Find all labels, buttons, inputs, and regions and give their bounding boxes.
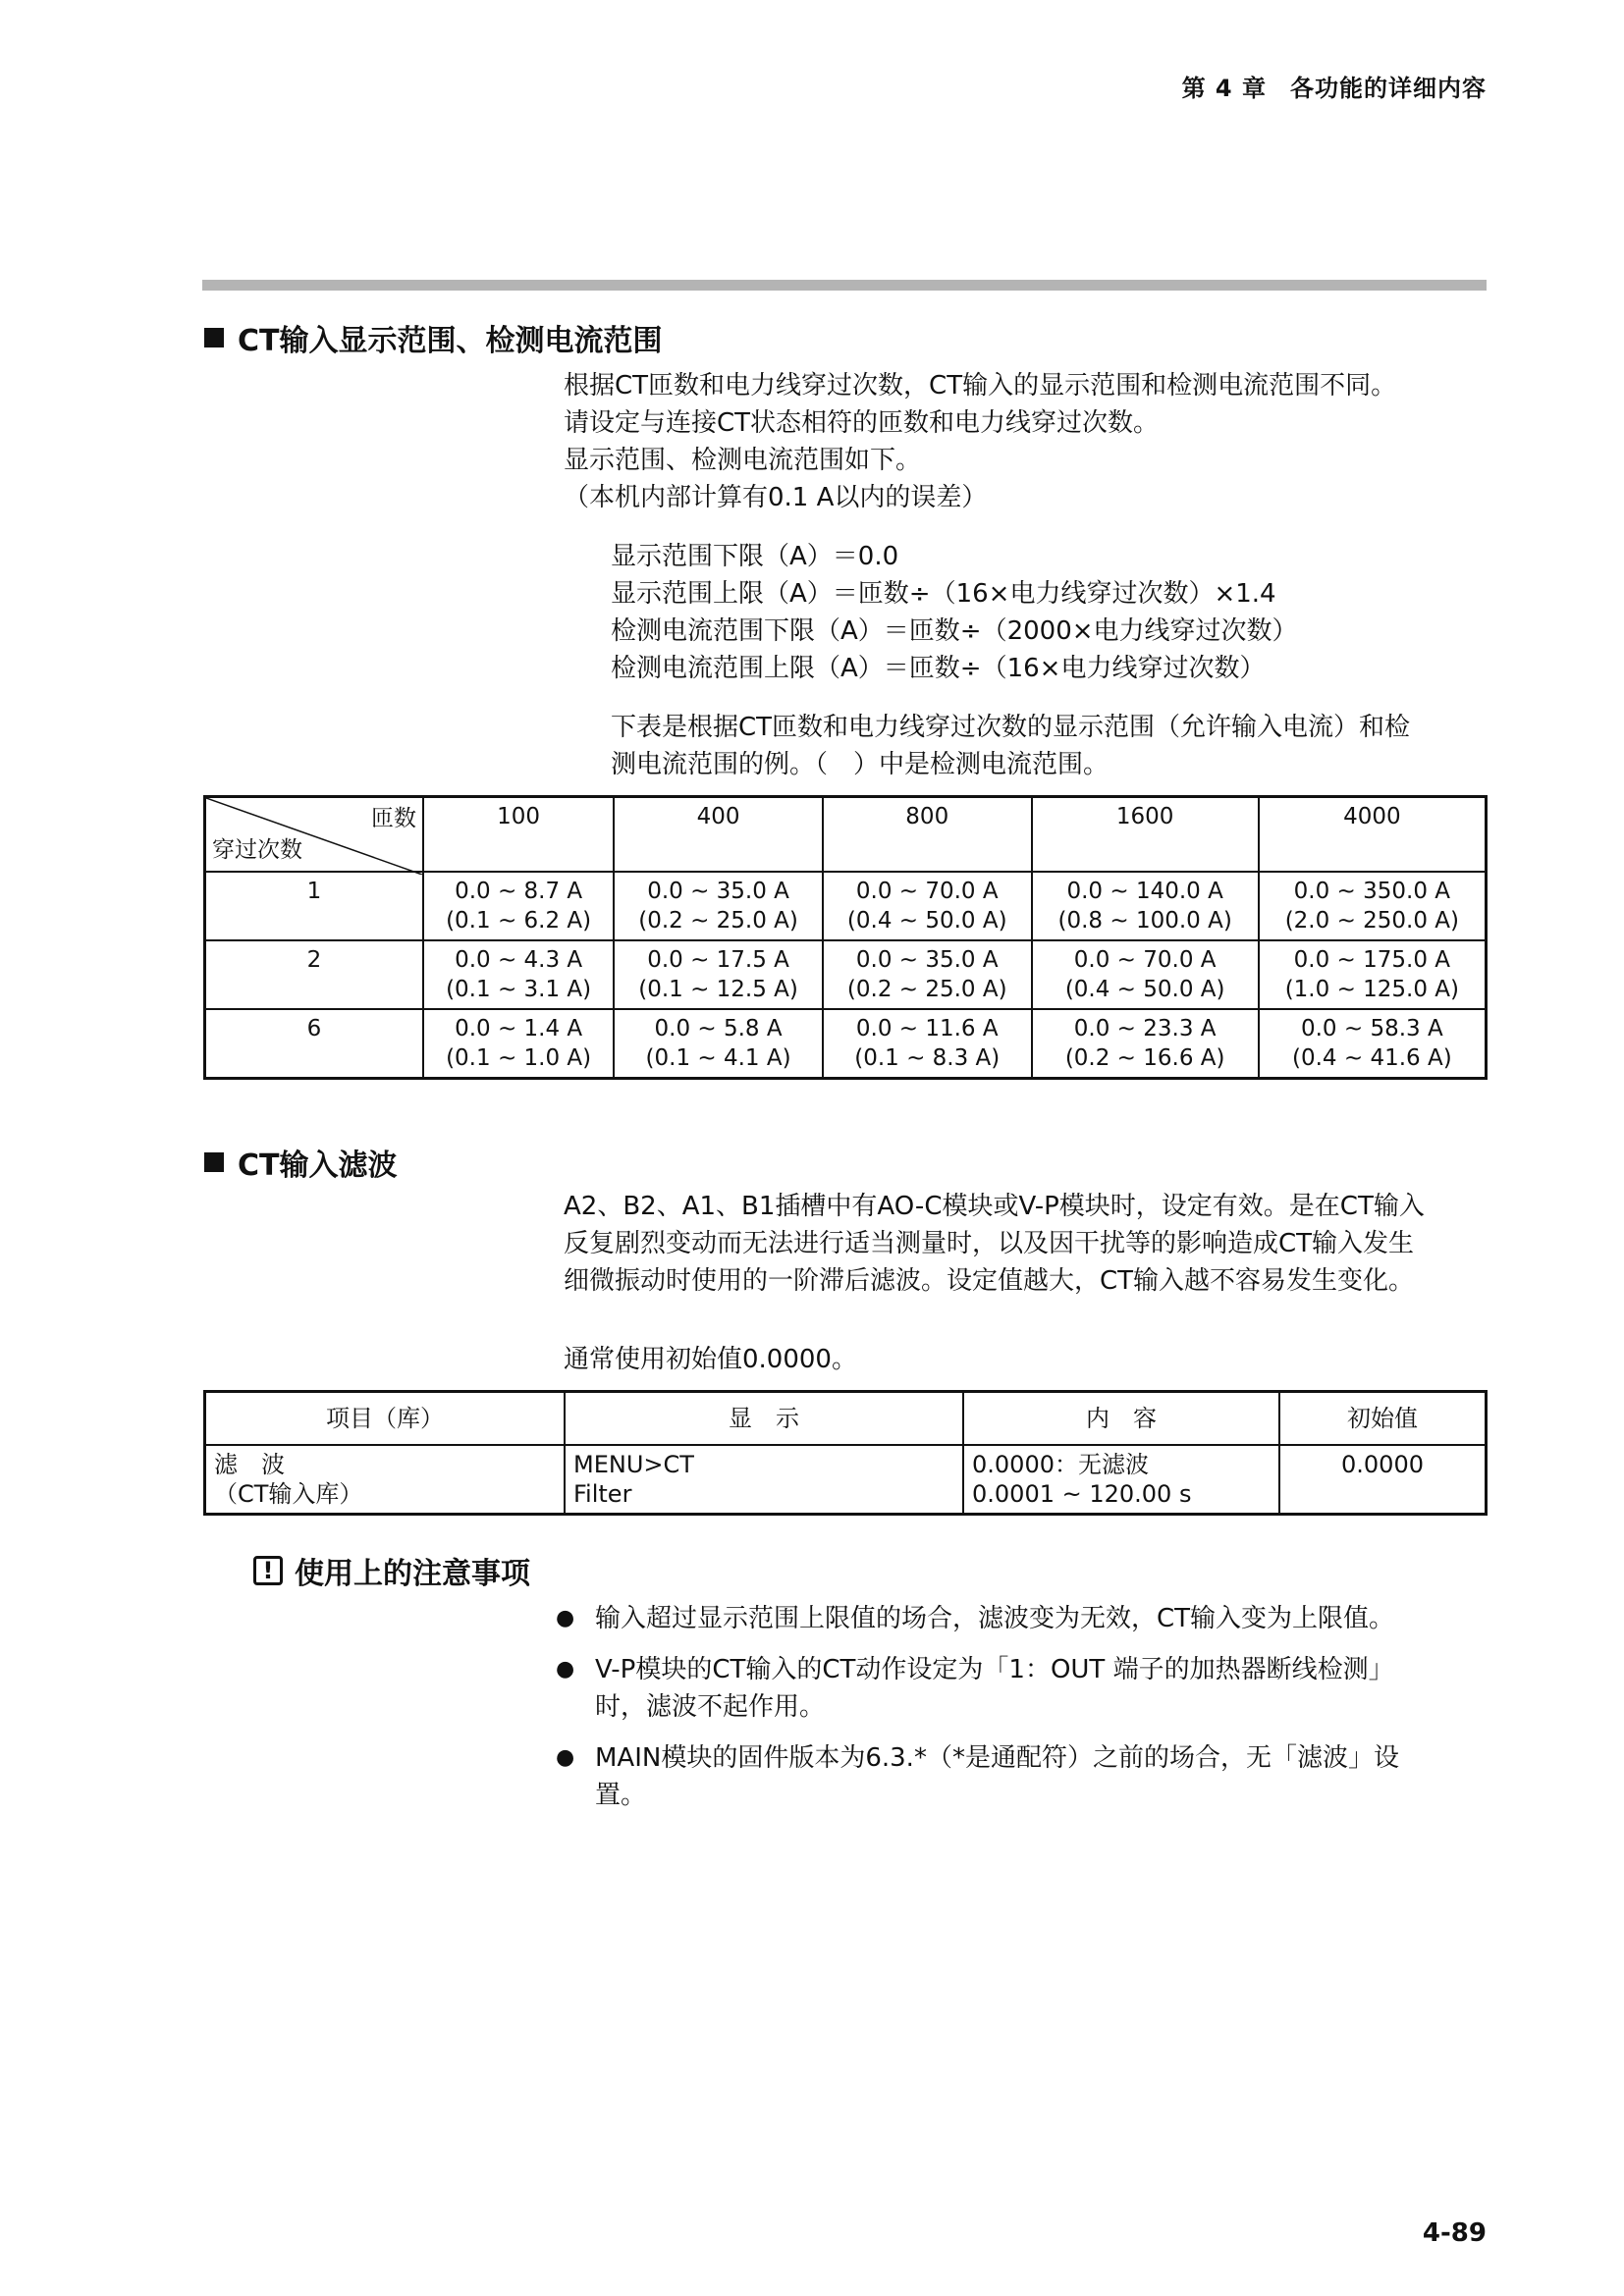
filter-table	[203, 1390, 1488, 1516]
section1-intro	[564, 367, 1396, 516]
exclamation-icon: !	[253, 1556, 283, 1585]
list-item: ● 输入超过显示范围上限值的场合，滤波变为无效，CT输入变为上限值。	[556, 1600, 1489, 1637]
page-number: 4-89	[1422, 2218, 1487, 2248]
table-cell: 0.0 ~ 5.8 A (0.1 ~ 4.1 A)	[614, 1009, 823, 1079]
table-cell: 0.0 ~ 4.3 A (0.1 ~ 3.1 A)	[423, 940, 614, 1009]
intro-line: 细微振动时使用的一阶滞后滤波。设定值越大，CT输入越不容易发生变化。	[564, 1266, 1415, 1296]
table-note-line: 下表是根据CT匝数和电力线穿过次数的显示范围（允许输入电流）和检	[611, 713, 1411, 742]
formula-line: 检测电流范围上限（A）＝匝数÷（16×电力线穿过次数）	[611, 654, 1266, 683]
table-cell: 0.0 ~ 70.0 A (0.4 ~ 50.0 A)	[1032, 940, 1259, 1009]
list-item: ● V-P模块的CT输入的CT动作设定为「1：OUT 端子的加热器断线检测」 时，滤波不起作用。	[556, 1651, 1489, 1726]
section-rule	[202, 280, 1487, 291]
table-cell: 0.0 ~ 350.0 A (2.0 ~ 250.0 A)	[1259, 872, 1487, 940]
table-cell: 0.0 ~ 23.3 A (0.2 ~ 16.6 A)	[1032, 1009, 1259, 1079]
bullet-icon: ●	[556, 1745, 575, 1770]
list-item: ● MAIN模块的固件版本为6.3.*（*是通配符）之前的场合，无「滤波」设 置。	[556, 1739, 1489, 1814]
corner-top-label: 匝数	[371, 806, 416, 831]
section2-heading	[204, 1141, 397, 1184]
ct-range-table	[203, 795, 1488, 1080]
row-label: 6	[205, 1009, 424, 1079]
notes-heading	[253, 1549, 530, 1592]
column-header: 初始值	[1279, 1392, 1487, 1445]
bullet-icon: ●	[556, 1657, 575, 1682]
table-cell: 0.0 ~ 11.6 A (0.1 ~ 8.3 A)	[823, 1009, 1032, 1079]
section2-heading-text: CT输入滤波	[238, 1148, 398, 1183]
section1-heading-text: CT输入显示范围、检测电流范围	[238, 324, 663, 358]
section2-intro	[564, 1188, 1425, 1300]
formula-block	[611, 538, 1298, 687]
chapter-title: 各功能的详细内容	[1290, 75, 1487, 102]
chapter-label: 第 4 章	[1181, 75, 1267, 102]
row-label: 1	[205, 872, 424, 940]
intro-line: 显示范围、检测电流范围如下。	[564, 446, 922, 475]
column-header: 显 示	[565, 1392, 963, 1445]
square-bullet-icon	[204, 1152, 224, 1172]
column-header: 项目（库）	[205, 1392, 566, 1445]
column-header: 400	[614, 797, 823, 872]
table-cell: 0.0 ~ 70.0 A (0.4 ~ 50.0 A)	[823, 872, 1032, 940]
corner-bottom-label: 穿过次数	[212, 836, 302, 863]
table-cell: 0.0 ~ 35.0 A (0.2 ~ 25.0 A)	[614, 872, 823, 940]
table-row	[205, 1445, 1487, 1515]
corner-cell	[205, 797, 424, 872]
intro-line: 反复剧烈变动而无法进行适当测量时，以及因干扰等的影响造成CT输入发生	[564, 1229, 1415, 1258]
notes-heading-text: 使用上的注意事项	[295, 1557, 530, 1591]
table-note	[611, 709, 1410, 783]
square-bullet-icon	[204, 328, 224, 347]
table-cell: 0.0 ~ 140.0 A (0.8 ~ 100.0 A)	[1032, 872, 1259, 940]
intro-line: （本机内部计算有0.1 A以内的误差）	[564, 483, 988, 512]
table-cell: 0.0 ~ 35.0 A (0.2 ~ 25.0 A)	[823, 940, 1032, 1009]
section1-heading	[204, 316, 662, 359]
table-cell: 0.0 ~ 175.0 A (1.0 ~ 125.0 A)	[1259, 940, 1487, 1009]
formula-line: 检测电流范围下限（A）＝匝数÷（2000×电力线穿过次数）	[611, 616, 1298, 646]
initial-value-cell: 0.0000	[1279, 1445, 1487, 1515]
column-header: 1600	[1032, 797, 1259, 872]
bullet-icon: ●	[556, 1606, 575, 1630]
row-label: 2	[205, 940, 424, 1009]
intro-line: 请设定与连接CT状态相符的匝数和电力线穿过次数。	[564, 408, 1160, 438]
notes-list	[556, 1600, 1489, 1814]
column-header: 内 容	[963, 1392, 1279, 1445]
table-cell: 0.0 ~ 58.3 A (0.4 ~ 41.6 A)	[1259, 1009, 1487, 1079]
intro-line: 根据CT匝数和电力线穿过次数，CT输入的显示范围和检测电流范围不同。	[564, 371, 1397, 400]
table-cell: 0.0 ~ 17.5 A (0.1 ~ 12.5 A)	[614, 940, 823, 1009]
page-header	[1182, 69, 1487, 103]
item-cell: 滤 波 （CT输入库）	[205, 1445, 566, 1515]
table-note-line: 测电流范围的例。（ ）中是检测电流范围。	[611, 750, 1110, 779]
formula-line: 显示范围下限（A）＝0.0	[611, 542, 899, 571]
table-row	[205, 1009, 1487, 1079]
display-cell: MENU>CT Filter	[565, 1445, 963, 1515]
table-row	[205, 872, 1487, 940]
column-header: 800	[823, 797, 1032, 872]
intro-line: A2、B2、A1、B1插槽中有AO-C模块或V-P模块时，设定有效。是在CT输入	[564, 1192, 1425, 1221]
table-cell: 0.0 ~ 1.4 A (0.1 ~ 1.0 A)	[423, 1009, 614, 1079]
content-cell: 0.0000：无滤波 0.0001 ~ 120.00 s	[963, 1445, 1279, 1515]
table-row	[205, 940, 1487, 1009]
column-header: 100	[423, 797, 614, 872]
table-cell: 0.0 ~ 8.7 A (0.1 ~ 6.2 A)	[423, 872, 614, 940]
default-note: 通常使用初始值0.0000。	[564, 1345, 857, 1374]
column-header: 4000	[1259, 797, 1487, 872]
formula-line: 显示范围上限（A）＝匝数÷（16×电力线穿过次数）×1.4	[611, 579, 1276, 609]
